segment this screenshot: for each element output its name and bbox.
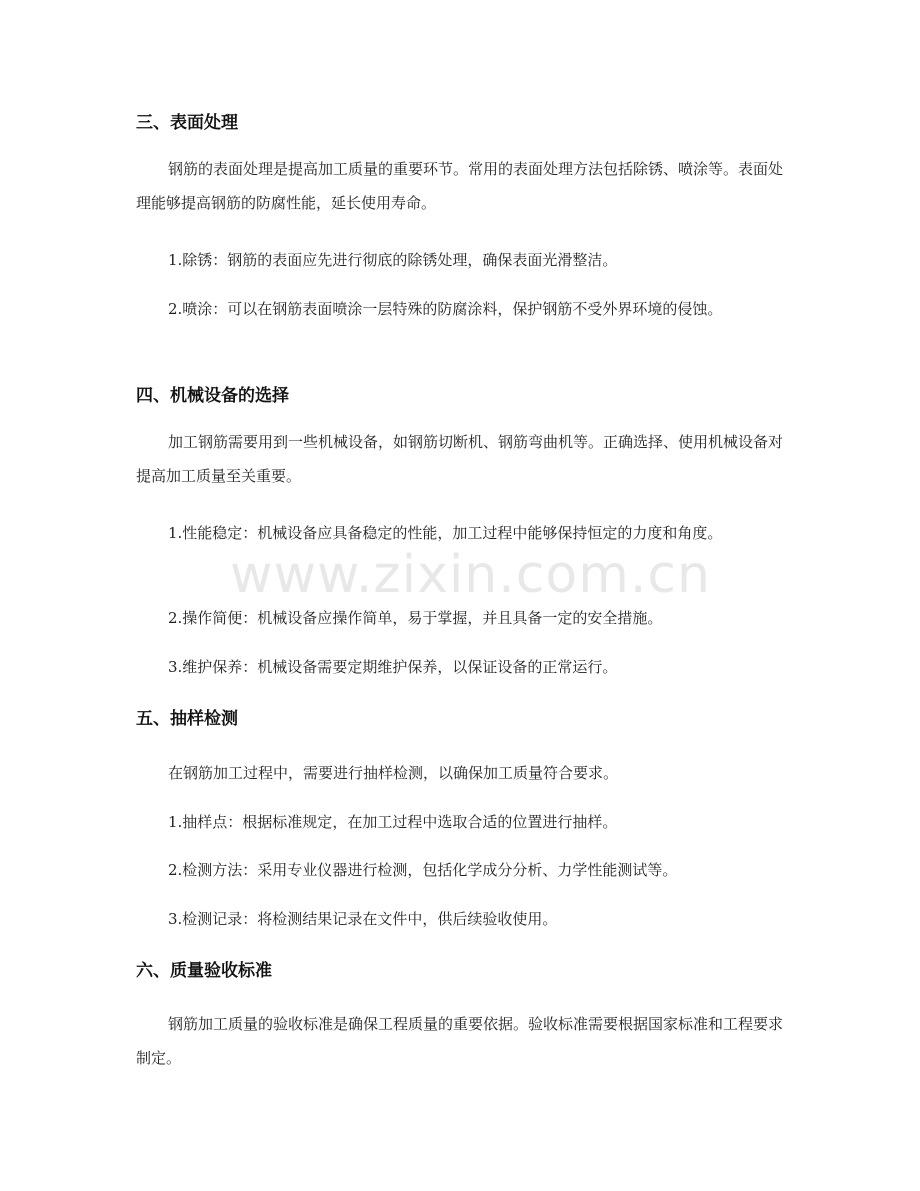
list-item-paragraph: 1.除锈：钢筋的表面应先进行彻底的除锈处理，确保表面光滑整洁。 [168,251,618,269]
list-item-paragraph: 1.性能稳定：机械设备应具备稳定的性能，加工过程中能够保持恒定的力度和角度。 [168,524,723,542]
section-heading: 六、质量验收标准 [136,961,272,981]
list-item-paragraph: 2.喷涂：可以在钢筋表面喷涂一层特殊的防腐涂料，保护钢筋不受外界环境的侵蚀。 [168,300,723,318]
list-item-paragraph: 1.抽样点：根据标准规定，在加工过程中选取合适的位置进行抽样。 [168,813,618,831]
section-heading: 五、抽样检测 [136,709,238,729]
list-item-paragraph: 3.维护保养：机械设备需要定期维护保养，以保证设备的正常运行。 [168,658,618,676]
section-intro-paragraph: 钢筋加工质量的验收标准是确保工程质量的重要依据。验收标准需要根据国家标准和工程要求制定。 [136,1015,784,1067]
list-item-paragraph: 3.检测记录：将检测结果记录在文件中，供后续验收使用。 [168,910,558,928]
watermark-text: www.zixin.com.cn [230,545,711,605]
list-item-paragraph: 2.操作简便：机械设备应操作简单，易于掌握，并且具备一定的安全措施。 [168,609,663,627]
list-item-paragraph: 2.检测方法：采用专业仪器进行检测，包括化学成分分析、力学性能测试等。 [168,861,678,879]
section-heading: 四、机械设备的选择 [136,386,289,406]
section-intro-paragraph: 钢筋的表面处理是提高加工质量的重要环节。常用的表面处理方法包括除锈、喷涂等。表面处理能够提高钢筋的防腐性能，延长使用寿命。 [136,160,784,212]
section-heading: 三、表面处理 [136,113,238,133]
section-intro-paragraph: 加工钢筋需要用到一些机械设备，如钢筋切断机、钢筋弯曲机等。正确选择、使用机械设备对提高加工质量至关重要。 [136,433,784,485]
section-intro-paragraph: 在钢筋加工过程中，需要进行抽样检测，以确保加工质量符合要求。 [168,764,619,782]
